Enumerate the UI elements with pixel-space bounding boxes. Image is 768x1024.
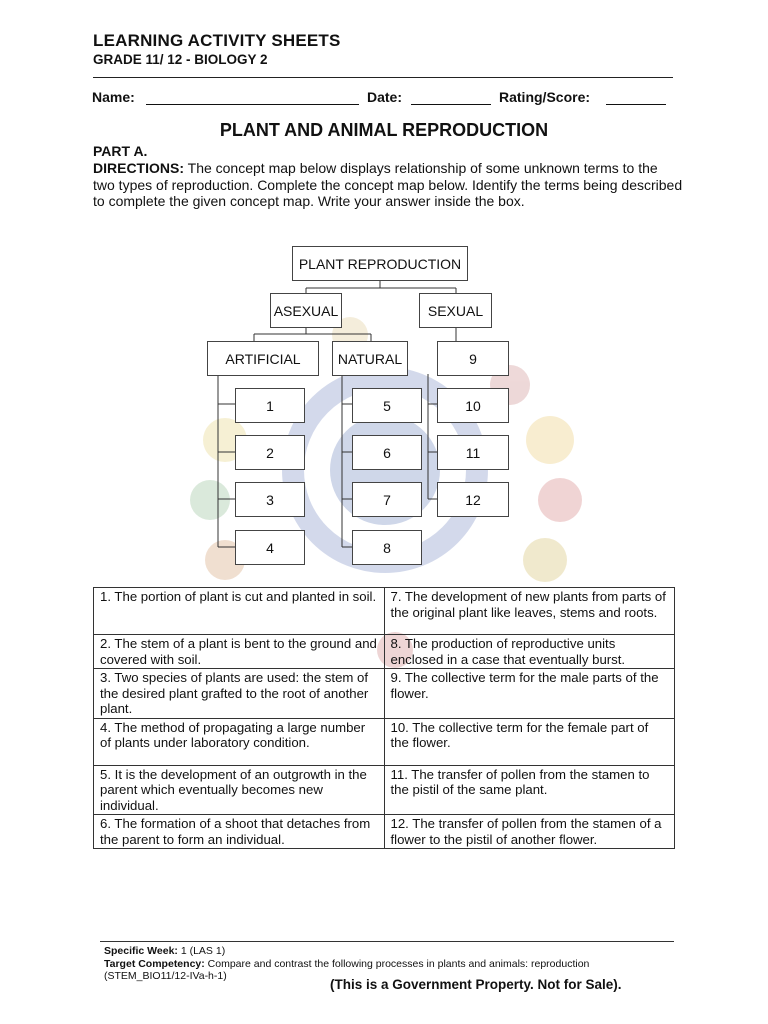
map-answer-box-6[interactable]: 6 [352,435,422,470]
map-answer-box-11[interactable]: 11 [437,435,509,470]
item-12: 12. The transfer of pollen from the stamen of a flower to the pistil of another flower. [384,815,675,849]
name-label: Name: [92,89,135,105]
item-7: 7. The development of new plants from parts of the original plant like leaves, stems and roots. [384,588,675,635]
target-competency [104,958,589,970]
table-row [94,765,675,815]
map-answer-box-3[interactable]: 3 [235,482,305,517]
map-answer-box-8[interactable]: 8 [352,530,422,565]
table-row [94,635,675,669]
competency-code: (STEM_BIO11/12-IVa-h-1) [104,970,227,982]
map-root-plant-reproduction: PLANT REPRODUCTION [292,246,468,281]
part-label: PART A. [93,143,148,159]
item-4: 4. The method of propagating a large number of plants under laboratory condition. [94,718,385,765]
map-answer-box-2[interactable]: 2 [235,435,305,470]
table-row [94,718,675,765]
competency-value: Compare and contrast the following processes in plants and animals: reproduction [204,958,590,970]
map-answer-box-5[interactable]: 5 [352,388,422,423]
government-notice: (This is a Government Property. Not for Sale). [330,977,622,992]
map-natural: NATURAL [332,341,408,376]
date-label: Date: [367,89,403,105]
map-asexual: ASEXUAL [270,293,342,328]
map-answer-box-7[interactable]: 7 [352,482,422,517]
map-answer-box-12[interactable]: 12 [437,482,509,517]
week-label: Specific Week: [104,945,178,957]
map-answer-box-4[interactable]: 4 [235,530,305,565]
rating-label: Rating/Score: [499,89,591,105]
map-answer-box-1[interactable]: 1 [235,388,305,423]
item-8: 8. The production of reproductive units enclosed in a case that eventually burst. [384,635,675,669]
item-11: 11. The transfer of pollen from the stamen to the pistil of the same plant. [384,765,675,815]
item-10: 10. The collective term for the female part of the flower. [384,718,675,765]
map-artificial: ARTIFICIAL [207,341,319,376]
item-5: 5. It is the development of an outgrowth in the parent which eventually becomes new individual. [94,765,385,815]
table-row [94,815,675,849]
item-6: 6. The formation of a shoot that detaches from the parent to form an individual. [94,815,385,849]
map-sexual: SEXUAL [419,293,492,328]
specific-week [104,945,225,957]
map-answer-box-9[interactable]: 9 [437,341,509,376]
item-2: 2. The stem of a plant is bent to the ground and covered with soil. [94,635,385,669]
directions-label: DIRECTIONS: [93,160,184,176]
table-row [94,669,675,719]
table-row [94,588,675,635]
sheet-title: LEARNING ACTIVITY SHEETS [93,31,341,50]
footer-divider [100,941,674,942]
item-1: 1. The portion of plant is cut and planted in soil. [94,588,385,635]
directions-text: The concept map below displays relationship of some unknown terms to the two types of reproduction. Complete the concept map below. Identify the terms being described to complete the given concept map. Write your answer inside the box. [93,160,683,209]
map-answer-box-10[interactable]: 10 [437,388,509,423]
item-9: 9. The collective term for the male parts of the flower. [384,669,675,719]
item-3: 3. Two species of plants are used: the stem of the desired plant grafted to the root of another plant. [94,669,385,719]
items-table [93,587,675,849]
competency-label: Target Competency: [104,958,205,970]
document-title: PLANT AND ANIMAL REPRODUCTION [219,120,549,140]
week-value: 1 (LAS 1) [177,945,226,957]
sheet-subtitle: GRADE 11/ 12 - BIOLOGY 2 [93,52,268,67]
